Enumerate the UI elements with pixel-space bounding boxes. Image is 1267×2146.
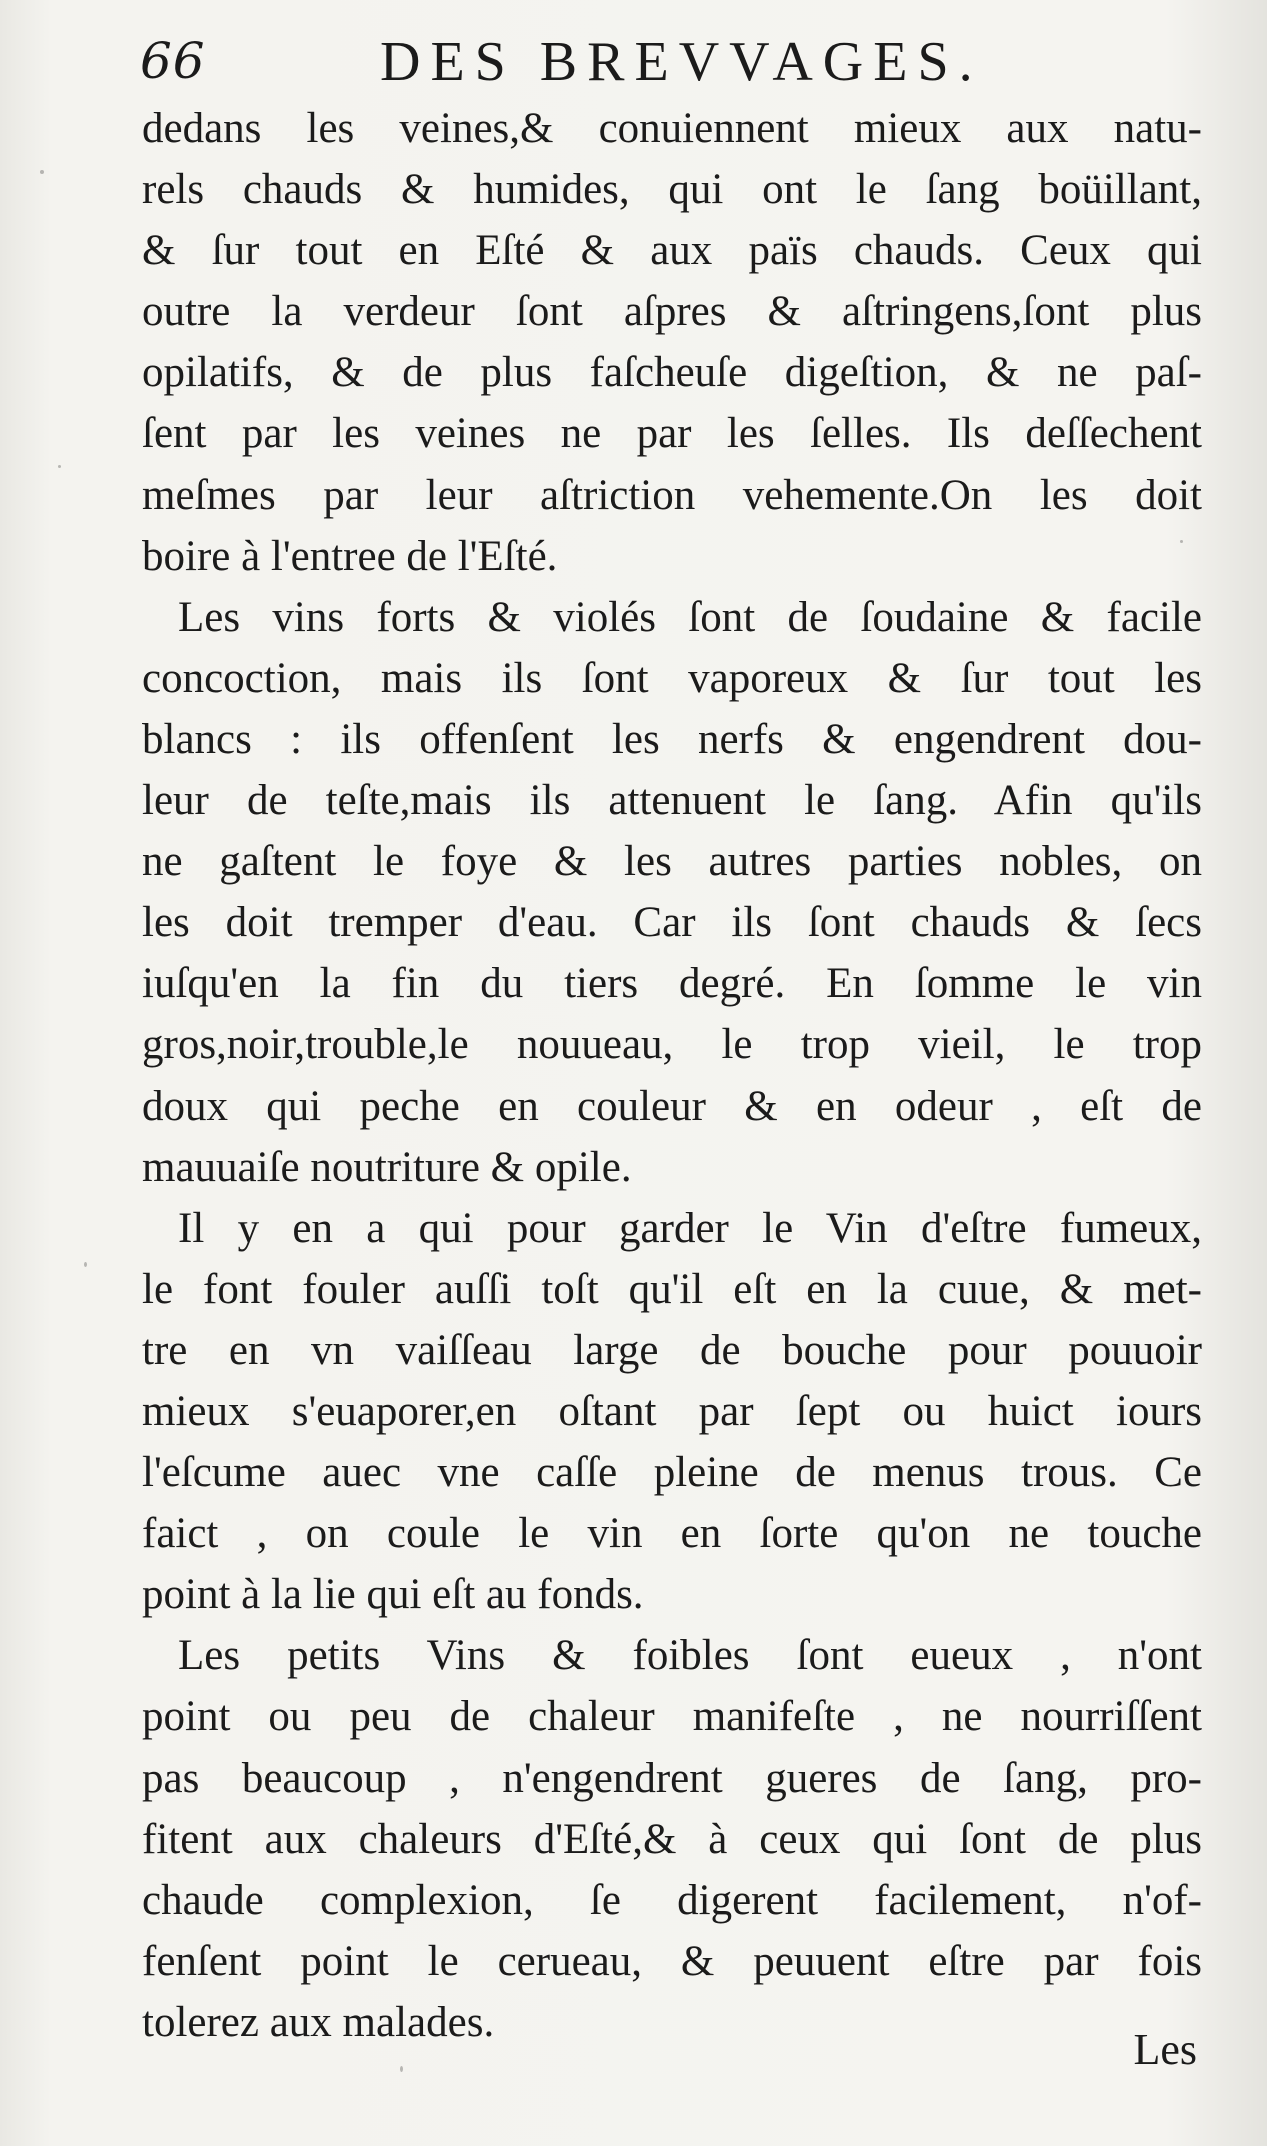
text-line: gros,noir,trouble,le nouueau, le trop vieil, le trop xyxy=(142,1021,1202,1069)
text-line: point à la lie qui eſt au fonds. xyxy=(142,1571,644,1619)
ink-speck xyxy=(84,1262,87,1267)
text-line: & ſur tout en Eſté & aux païs chauds. Ceux qui xyxy=(142,227,1202,275)
text-line: tolerez aux malades. xyxy=(142,1998,495,2046)
text-line: opilatifs, & de plus faſcheuſe digeſtion, & ne paſ- xyxy=(142,349,1202,397)
body-text xyxy=(142,98,1202,2053)
ink-speck xyxy=(40,170,44,174)
text-line: ſent par les veines ne par les ſelles. Ils deſſechent xyxy=(142,410,1202,458)
ink-speck xyxy=(1180,540,1183,543)
text-line: Les petits Vins & foibles ſont eueux , n'ont xyxy=(178,1632,1202,1680)
text-line: fenſent point le cerueau, & peuuent eſtre par fois xyxy=(142,1937,1202,1985)
text-line: meſmes par leur aſtriction vehemente.On les doit xyxy=(142,471,1202,519)
text-line: faict , on coule le vin en ſorte qu'on ne touche xyxy=(142,1510,1202,1558)
text-line: blancs : ils offenſent les nerfs & engendrent dou- xyxy=(142,715,1202,763)
text-line: Il y en a qui pour garder le Vin d'eſtre fumeux, xyxy=(178,1204,1202,1252)
text-line: leur de teſte,mais ils attenuent le ſang. Afin qu'ils xyxy=(142,777,1202,825)
page-header xyxy=(140,28,1200,98)
text-line: tre en vn vaiſſeau large de bouche pour pouuoir xyxy=(142,1326,1202,1374)
catchword: Les xyxy=(1133,2025,1197,2074)
text-line: mieux s'euaporer,en oſtant par ſept ou huict iours xyxy=(142,1387,1202,1435)
text-line: iuſqu'en la fin du tiers degré. En ſomme le vin xyxy=(142,960,1202,1008)
text-line: chaude complexion, ſe digerent facilement, n'of- xyxy=(142,1876,1202,1924)
running-head: DES BREVVAGES. xyxy=(380,31,983,93)
text-line: fitent aux chaleurs d'Eſté,& à ceux qui ſont de plus xyxy=(142,1815,1202,1863)
text-line: les doit tremper d'eau. Car ils ſont chauds & ſecs xyxy=(142,899,1202,947)
page-number: 66 xyxy=(140,32,206,90)
text-line: boire à l'entree de l'Eſté. xyxy=(142,532,558,580)
text-line: rels chauds & humides, qui ont le ſang boüillant, xyxy=(142,166,1202,214)
text-line: l'eſcume auec vne caſſe pleine de menus trous. Ce xyxy=(142,1449,1202,1497)
text-line: outre la verdeur ſont aſpres & aſtringens,ſont plus xyxy=(142,288,1202,336)
text-line: le font fouler auſſi toſt qu'il eſt en la cuue, & met- xyxy=(142,1265,1202,1313)
text-line: doux qui peche en couleur & en odeur , eſt de xyxy=(142,1082,1202,1130)
ink-speck xyxy=(58,465,61,468)
text-line: mauuaiſe noutriture & opile. xyxy=(142,1143,632,1191)
text-line: concoction, mais ils ſont vaporeux & ſur tout les xyxy=(142,654,1202,702)
text-line: Les vins forts & violés ſont de ſoudaine & facile xyxy=(178,593,1202,641)
text-line: dedans les veines,& conuiennent mieux aux natu- xyxy=(142,105,1202,152)
text-line: point ou peu de chaleur manifeſte , ne nourriſſent xyxy=(142,1693,1202,1741)
text-line: pas beaucoup , n'engendrent gueres de ſang, pro- xyxy=(142,1754,1202,1802)
ink-speck xyxy=(400,2066,403,2072)
text-line: ne gaſtent le foye & les autres parties nobles, on xyxy=(142,838,1202,886)
